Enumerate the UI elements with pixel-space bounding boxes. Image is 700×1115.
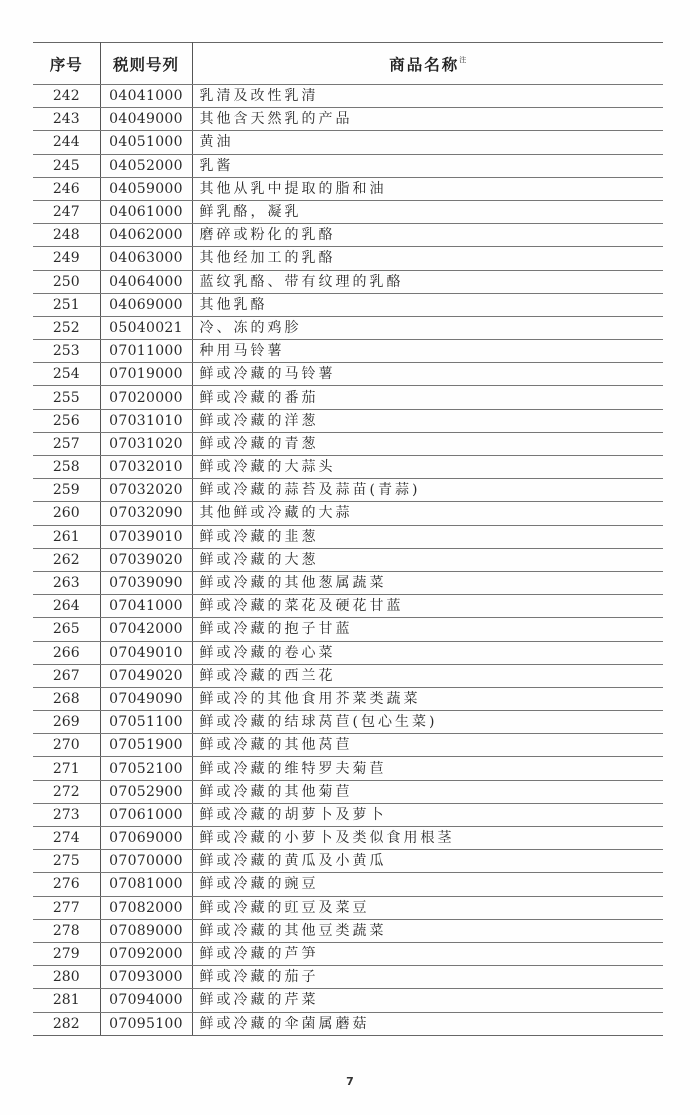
row-seq: 261	[33, 525, 100, 548]
table-row	[33, 525, 663, 548]
row-product-name: 鲜或冷藏的大蒜头	[192, 456, 663, 479]
row-product-name: 鲜或冷藏的小萝卜及类似食用根茎	[192, 827, 663, 850]
row-seq: 258	[33, 456, 100, 479]
table-row	[33, 803, 663, 826]
table-row	[33, 757, 663, 780]
row-seq: 266	[33, 641, 100, 664]
table-row	[33, 270, 663, 293]
table-row	[33, 108, 663, 131]
row-product-name: 鲜或冷藏的抱子甘蓝	[192, 618, 663, 641]
table-body	[33, 85, 663, 1036]
row-tariff-code: 07011000	[100, 340, 192, 363]
table-row	[33, 479, 663, 502]
table-row	[33, 340, 663, 363]
row-product-name: 鲜或冷藏的大葱	[192, 548, 663, 571]
row-product-name: 其他从乳中提取的脂和油	[192, 177, 663, 200]
row-tariff-code: 07081000	[100, 873, 192, 896]
row-product-name: 其他乳酪	[192, 293, 663, 316]
footnote-marker: 注	[459, 55, 467, 64]
row-product-name: 鲜或冷藏的其他莴苣	[192, 734, 663, 757]
row-seq: 254	[33, 363, 100, 386]
row-seq: 260	[33, 502, 100, 525]
row-seq: 282	[33, 1012, 100, 1035]
row-seq: 279	[33, 942, 100, 965]
row-tariff-code: 05040021	[100, 316, 192, 339]
row-product-name: 鲜或冷藏的洋葱	[192, 409, 663, 432]
row-product-name: 鲜或冷藏的番茄	[192, 386, 663, 409]
table-row	[33, 224, 663, 247]
row-product-name: 鲜或冷藏的青葱	[192, 432, 663, 455]
table-row	[33, 595, 663, 618]
row-seq: 244	[33, 131, 100, 154]
row-tariff-code: 07039020	[100, 548, 192, 571]
row-seq: 257	[33, 432, 100, 455]
row-seq: 271	[33, 757, 100, 780]
row-product-name: 鲜或冷藏的维特罗夫菊苣	[192, 757, 663, 780]
table-row	[33, 641, 663, 664]
row-tariff-code: 07069000	[100, 827, 192, 850]
table-row	[33, 456, 663, 479]
row-tariff-code: 04061000	[100, 200, 192, 223]
row-tariff-code: 07049020	[100, 664, 192, 687]
row-tariff-code: 04059000	[100, 177, 192, 200]
table-row	[33, 989, 663, 1012]
table-row	[33, 850, 663, 873]
row-seq: 269	[33, 711, 100, 734]
row-tariff-code: 07049010	[100, 641, 192, 664]
row-tariff-code: 04069000	[100, 293, 192, 316]
row-seq: 242	[33, 85, 100, 108]
table-row	[33, 780, 663, 803]
table-row	[33, 896, 663, 919]
table-row	[33, 131, 663, 154]
row-tariff-code: 07092000	[100, 942, 192, 965]
row-seq: 243	[33, 108, 100, 131]
table-row	[33, 247, 663, 270]
row-product-name: 鲜或冷藏的菜花及硬花甘蓝	[192, 595, 663, 618]
table-row	[33, 873, 663, 896]
table-row	[33, 827, 663, 850]
row-seq: 262	[33, 548, 100, 571]
table-row	[33, 316, 663, 339]
row-product-name: 鲜或冷藏的其他豆类蔬菜	[192, 919, 663, 942]
row-product-name: 鲜或冷藏的西兰花	[192, 664, 663, 687]
row-seq: 250	[33, 270, 100, 293]
tariff-table	[33, 42, 663, 1036]
row-tariff-code: 07089000	[100, 919, 192, 942]
row-product-name: 乳酱	[192, 154, 663, 177]
row-tariff-code: 07095100	[100, 1012, 192, 1035]
table-row	[33, 664, 663, 687]
row-tariff-code: 04041000	[100, 85, 192, 108]
header-product-name-label: 商品名称	[389, 55, 460, 74]
row-product-name: 鲜或冷藏的韭葱	[192, 525, 663, 548]
row-tariff-code: 07039090	[100, 571, 192, 594]
table-row	[33, 200, 663, 223]
row-tariff-code: 04064000	[100, 270, 192, 293]
table-row	[33, 154, 663, 177]
row-tariff-code: 07031020	[100, 432, 192, 455]
table-row	[33, 85, 663, 108]
row-product-name: 乳清及改性乳清	[192, 85, 663, 108]
row-tariff-code: 07052900	[100, 780, 192, 803]
row-seq: 281	[33, 989, 100, 1012]
row-seq: 278	[33, 919, 100, 942]
row-tariff-code: 07020000	[100, 386, 192, 409]
row-product-name: 鲜或冷藏的马铃薯	[192, 363, 663, 386]
row-seq: 272	[33, 780, 100, 803]
row-product-name: 鲜或冷藏的其他菊苣	[192, 780, 663, 803]
row-product-name: 鲜或冷藏的胡萝卜及萝卜	[192, 803, 663, 826]
row-tariff-code: 07093000	[100, 966, 192, 989]
page-number: 7	[346, 1075, 354, 1088]
row-product-name: 其他鲜或冷藏的大蒜	[192, 502, 663, 525]
table-row	[33, 177, 663, 200]
row-product-name: 冷、冻的鸡胗	[192, 316, 663, 339]
row-seq: 256	[33, 409, 100, 432]
row-seq: 265	[33, 618, 100, 641]
row-tariff-code: 07032020	[100, 479, 192, 502]
table-row	[33, 1012, 663, 1035]
row-product-name: 磨碎或粉化的乳酪	[192, 224, 663, 247]
row-product-name: 种用马铃薯	[192, 340, 663, 363]
row-product-name: 鲜或冷的其他食用芥菜类蔬菜	[192, 687, 663, 710]
row-seq: 275	[33, 850, 100, 873]
row-seq: 247	[33, 200, 100, 223]
row-seq: 277	[33, 896, 100, 919]
row-seq: 270	[33, 734, 100, 757]
header-seq: 序号	[33, 43, 100, 85]
row-tariff-code: 04051000	[100, 131, 192, 154]
row-tariff-code: 07032010	[100, 456, 192, 479]
row-tariff-code: 07031010	[100, 409, 192, 432]
table-row	[33, 293, 663, 316]
row-seq: 248	[33, 224, 100, 247]
row-tariff-code: 07019000	[100, 363, 192, 386]
row-product-name: 鲜或冷藏的黄瓜及小黄瓜	[192, 850, 663, 873]
table-row	[33, 502, 663, 525]
header-product-name	[192, 43, 663, 85]
table-row	[33, 363, 663, 386]
row-product-name: 其他含天然乳的产品	[192, 108, 663, 131]
table-header-row	[33, 43, 663, 85]
table-row	[33, 687, 663, 710]
row-seq: 274	[33, 827, 100, 850]
row-product-name: 其他经加工的乳酪	[192, 247, 663, 270]
row-tariff-code: 07082000	[100, 896, 192, 919]
header-tariff-code: 税则号列	[100, 43, 192, 85]
row-tariff-code: 07032090	[100, 502, 192, 525]
row-seq: 280	[33, 966, 100, 989]
row-seq: 259	[33, 479, 100, 502]
row-seq: 245	[33, 154, 100, 177]
table-row	[33, 409, 663, 432]
table-row	[33, 548, 663, 571]
row-product-name: 鲜或冷藏的豌豆	[192, 873, 663, 896]
table-row	[33, 966, 663, 989]
table-row	[33, 618, 663, 641]
row-seq: 263	[33, 571, 100, 594]
row-seq: 253	[33, 340, 100, 363]
row-seq: 249	[33, 247, 100, 270]
row-tariff-code: 04052000	[100, 154, 192, 177]
row-seq: 268	[33, 687, 100, 710]
row-tariff-code: 07051100	[100, 711, 192, 734]
row-seq: 255	[33, 386, 100, 409]
row-seq: 264	[33, 595, 100, 618]
row-tariff-code: 07041000	[100, 595, 192, 618]
row-seq: 251	[33, 293, 100, 316]
row-product-name: 鲜或冷藏的卷心菜	[192, 641, 663, 664]
row-tariff-code: 07042000	[100, 618, 192, 641]
row-product-name: 蓝纹乳酪、带有纹理的乳酪	[192, 270, 663, 293]
row-tariff-code: 04063000	[100, 247, 192, 270]
table-row	[33, 942, 663, 965]
row-seq: 276	[33, 873, 100, 896]
row-tariff-code: 07061000	[100, 803, 192, 826]
row-seq: 252	[33, 316, 100, 339]
row-product-name: 鲜或冷藏的茄子	[192, 966, 663, 989]
row-tariff-code: 07051900	[100, 734, 192, 757]
row-tariff-code: 07049090	[100, 687, 192, 710]
table-row	[33, 571, 663, 594]
table-row	[33, 386, 663, 409]
row-product-name: 鲜乳酪，凝乳	[192, 200, 663, 223]
row-tariff-code: 07052100	[100, 757, 192, 780]
row-product-name: 鲜或冷藏的伞菌属蘑菇	[192, 1012, 663, 1035]
row-seq: 273	[33, 803, 100, 826]
table-row	[33, 711, 663, 734]
row-product-name: 黄油	[192, 131, 663, 154]
row-product-name: 鲜或冷藏的芦笋	[192, 942, 663, 965]
row-product-name: 鲜或冷藏的蒜苔及蒜苗(青蒜)	[192, 479, 663, 502]
row-seq: 246	[33, 177, 100, 200]
row-tariff-code: 07070000	[100, 850, 192, 873]
row-product-name: 鲜或冷藏的豇豆及菜豆	[192, 896, 663, 919]
row-tariff-code: 07094000	[100, 989, 192, 1012]
row-seq: 267	[33, 664, 100, 687]
row-tariff-code: 07039010	[100, 525, 192, 548]
table-row	[33, 919, 663, 942]
row-tariff-code: 04049000	[100, 108, 192, 131]
table-row	[33, 734, 663, 757]
row-tariff-code: 04062000	[100, 224, 192, 247]
row-product-name: 鲜或冷藏的其他葱属蔬菜	[192, 571, 663, 594]
row-product-name: 鲜或冷藏的芹菜	[192, 989, 663, 1012]
row-product-name: 鲜或冷藏的结球莴苣(包心生菜)	[192, 711, 663, 734]
table-row	[33, 432, 663, 455]
